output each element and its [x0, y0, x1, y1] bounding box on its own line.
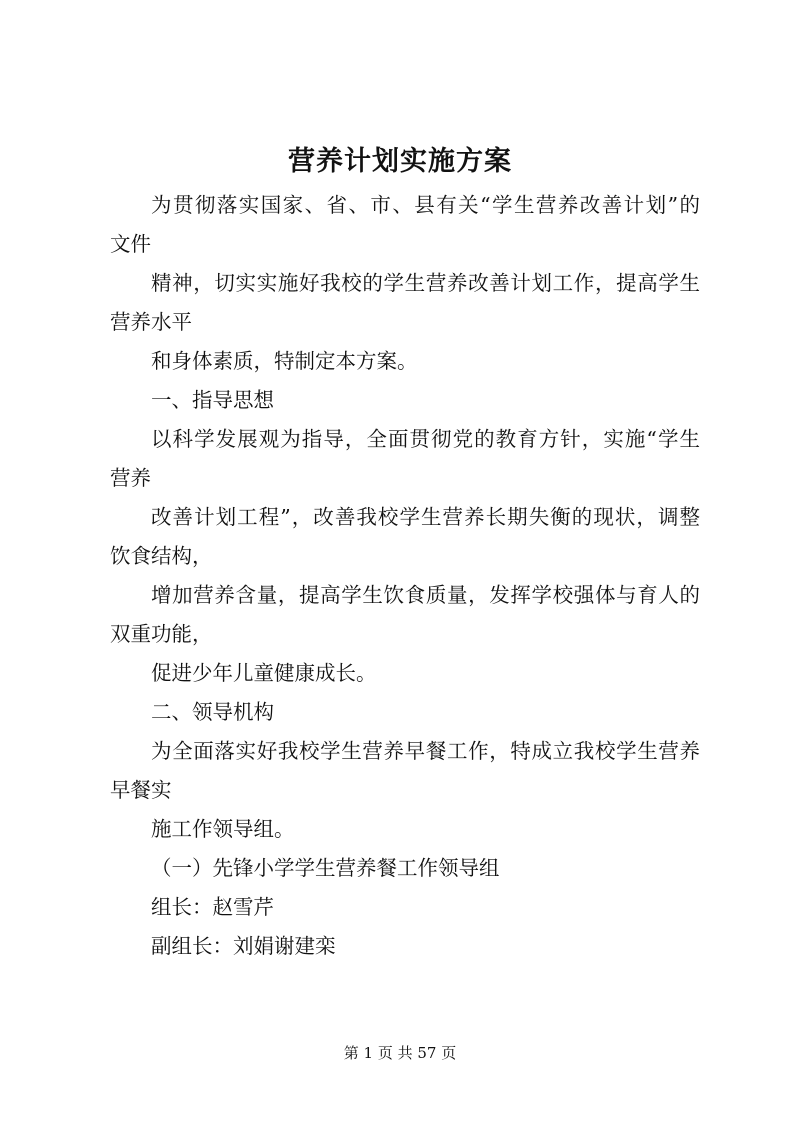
- paragraph-line: 施工作领导组。: [151, 817, 295, 841]
- paragraph-line: 改善计划工程”，改善我校学生营养长期失衡的现状，调整: [151, 505, 700, 529]
- paragraph-line: 营养: [110, 466, 151, 490]
- paragraph-line: 组长：赵雪芹: [151, 895, 274, 919]
- paragraph-line: 饮食结构，: [110, 544, 213, 568]
- subsection-heading: （一）先锋小学学生营养餐工作领导组: [151, 856, 500, 880]
- section-heading: 一、指导思想: [151, 388, 274, 412]
- paragraph-line: 增加营养含量，提高学生饮食质量，发挥学校强体与育人的: [151, 583, 700, 607]
- paragraph-line: 以科学发展观为指导，全面贯彻党的教育方针，实施“学生: [151, 427, 700, 451]
- paragraph-line: 双重功能，: [110, 622, 213, 646]
- page-number-footer: 第 1 页 共 57 页: [343, 1044, 457, 1062]
- section-heading: 二、领导机构: [151, 700, 274, 724]
- paragraph-line: 促进少年儿童健康成长。: [151, 661, 377, 685]
- paragraph-line: 为全面落实好我校学生营养早餐工作，特成立我校学生营养: [151, 739, 700, 763]
- paragraph-line: 营养水平: [110, 310, 192, 334]
- document-title: 营养计划实施方案: [288, 146, 512, 177]
- document-body: [110, 186, 700, 966]
- paragraph-line: 文件: [110, 232, 151, 256]
- paragraph-line: 早餐实: [110, 778, 172, 802]
- paragraph-line: 为贯彻落实国家、省、市、县有关“学生营养改善计划”的: [151, 193, 700, 217]
- paragraph-line: 副组长：刘娟谢建栾: [151, 934, 336, 958]
- paragraph-line: 精神，切实实施好我校的学生营养改善计划工作，提高学生: [151, 271, 700, 295]
- paragraph-line: 和身体素质，特制定本方案。: [151, 349, 418, 373]
